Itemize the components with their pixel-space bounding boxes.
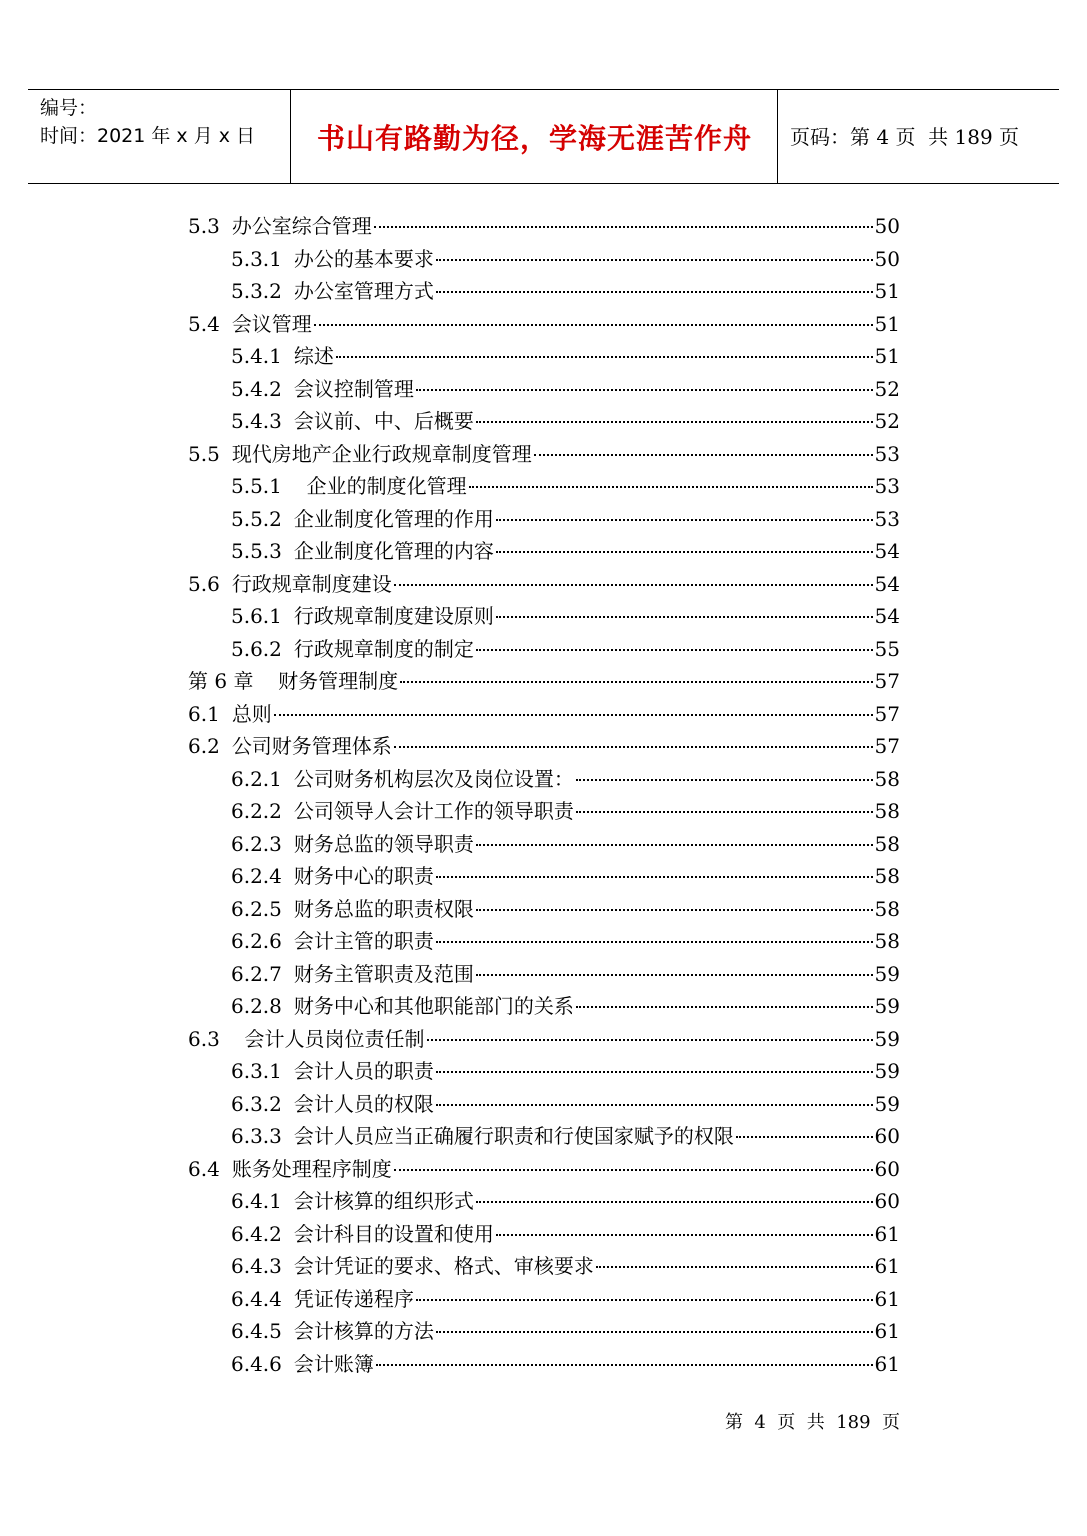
toc-dot-leader xyxy=(436,1104,873,1106)
toc-dot-leader xyxy=(436,1071,873,1073)
toc-entry-number: 6.4 xyxy=(188,1156,220,1181)
toc-entry-page: 61 xyxy=(874,1351,900,1376)
toc-dot-leader xyxy=(336,356,873,358)
document-number-label: 编号： xyxy=(40,97,98,119)
toc-entry-number: 6.4.3 xyxy=(231,1254,282,1278)
toc-entry-number: 5.6 xyxy=(188,571,220,596)
toc-entry-title: 行政规章制度建设原则 xyxy=(293,604,494,628)
toc-entry-number: 5.5.3 xyxy=(231,539,282,563)
toc-entry-number: 6.2.2 xyxy=(231,799,282,823)
toc-dot-leader xyxy=(394,746,873,748)
toc-entry-number: 5.4.3 xyxy=(231,409,282,433)
toc-dot-leader xyxy=(496,616,873,618)
toc-entry-title: 财务主管职责及范围 xyxy=(293,961,474,986)
toc-entry-page: 61 xyxy=(874,1286,900,1311)
toc-entry-number: 5.5.2 xyxy=(231,506,282,531)
toc-entry[interactable] xyxy=(188,763,900,796)
toc-entry-number: 6.3 xyxy=(188,1026,220,1051)
toc-dot-leader xyxy=(576,779,873,781)
toc-entry-title: 会计核算的组织形式 xyxy=(293,1189,474,1213)
toc-dot-leader xyxy=(476,909,873,911)
toc-entry-title: 会议管理 xyxy=(231,311,312,336)
toc-entry-page: 59 xyxy=(874,1059,900,1083)
toc-entry[interactable] xyxy=(188,925,900,958)
toc-entry[interactable] xyxy=(188,958,900,991)
toc-entry-number: 6.2.7 xyxy=(231,961,282,986)
toc-entry-page: 60 xyxy=(874,1189,900,1213)
toc-entry[interactable] xyxy=(188,1185,900,1218)
toc-entry-title: 办公室管理方式 xyxy=(293,279,434,303)
toc-entry-number: 5.4.2 xyxy=(231,376,282,401)
toc-entry-page: 60 xyxy=(874,1156,900,1181)
toc-entry-number: 6.3.3 xyxy=(231,1124,282,1148)
toc-entry-page: 54 xyxy=(874,539,900,563)
toc-entry[interactable] xyxy=(188,633,900,666)
toc-dot-leader xyxy=(436,941,873,943)
toc-dot-leader xyxy=(394,1169,873,1171)
toc-entry-page: 58 xyxy=(874,864,900,888)
toc-entry-title: 公司领导人会计工作的领导职责 xyxy=(293,799,574,823)
toc-entry[interactable] xyxy=(188,698,900,731)
toc-entry[interactable] xyxy=(188,795,900,828)
toc-entry-page: 52 xyxy=(874,409,900,433)
toc-entry[interactable] xyxy=(188,1348,900,1381)
toc-entry[interactable] xyxy=(188,210,900,243)
toc-entry-number: 6.2.3 xyxy=(231,831,282,856)
toc-entry[interactable] xyxy=(188,1315,900,1348)
toc-entry-title: 财务中心和其他职能部门的关系 xyxy=(293,994,574,1018)
toc-entry-title: 凭证传递程序 xyxy=(293,1286,414,1311)
toc-dot-leader xyxy=(476,421,873,423)
toc-entry[interactable] xyxy=(188,730,900,763)
toc-entry-number: 5.3.2 xyxy=(231,279,282,303)
page-header xyxy=(28,89,1059,184)
toc-dot-leader xyxy=(400,681,872,683)
toc-entry-title: 会计凭证的要求、格式、审核要求 xyxy=(293,1254,594,1278)
toc-entry-page: 58 xyxy=(874,799,900,823)
toc-dot-leader xyxy=(436,291,873,293)
toc-entry-title: 会计科目的设置和使用 xyxy=(293,1221,494,1246)
toc-entry-number: 6.3.1 xyxy=(231,1059,282,1083)
toc-entry[interactable] xyxy=(188,893,900,926)
toc-entry-page: 57 xyxy=(874,701,900,726)
toc-dot-leader xyxy=(436,259,873,261)
toc-entry[interactable] xyxy=(188,665,900,698)
toc-entry[interactable] xyxy=(188,470,900,503)
toc-entry[interactable] xyxy=(188,1055,900,1088)
toc-entry-number: 6.3.2 xyxy=(231,1091,282,1116)
toc-dot-leader xyxy=(274,714,873,716)
toc-entry-number: 5.3.1 xyxy=(231,246,282,271)
toc-dot-leader xyxy=(427,1039,873,1041)
toc-entry-page: 59 xyxy=(874,1026,900,1051)
toc-entry-title: 账务处理程序制度 xyxy=(231,1156,392,1181)
toc-entry-page: 58 xyxy=(874,831,900,856)
toc-entry-title: 会计人员的权限 xyxy=(293,1091,434,1116)
toc-dot-leader xyxy=(596,1266,873,1268)
toc-dot-leader xyxy=(394,584,873,586)
toc-dot-leader xyxy=(534,454,873,456)
toc-entry-title: 行政规章制度的制定 xyxy=(293,636,474,661)
toc-dot-leader xyxy=(736,1136,873,1138)
toc-entry-title: 财务总监的领导职责 xyxy=(293,831,474,856)
toc-entry-page: 55 xyxy=(874,636,900,661)
toc-entry[interactable] xyxy=(188,828,900,861)
toc-entry-title: 办公室综合管理 xyxy=(231,214,372,238)
toc-entry-number: 6.4.2 xyxy=(231,1221,282,1246)
toc-entry-page: 54 xyxy=(874,604,900,628)
toc-entry-page: 60 xyxy=(874,1124,900,1148)
toc-entry-page: 58 xyxy=(874,766,900,791)
toc-dot-leader xyxy=(476,649,873,651)
toc-entry-title: 企业制度化管理的内容 xyxy=(293,539,494,563)
toc-entry-page: 51 xyxy=(874,279,900,303)
toc-entry-number: 5.6.2 xyxy=(231,636,282,661)
toc-entry-title: 会计人员应当正确履行职责和行使国家赋予的权限 xyxy=(293,1124,734,1148)
toc-entry-page: 52 xyxy=(874,376,900,401)
toc-entry[interactable] xyxy=(188,990,900,1023)
toc-entry-page: 59 xyxy=(874,1091,900,1116)
toc-entry-number: 5.5.1 xyxy=(231,474,282,498)
toc-entry[interactable] xyxy=(188,1283,900,1316)
toc-entry[interactable] xyxy=(188,1218,900,1251)
toc-entry-page: 53 xyxy=(874,474,900,498)
toc-entry-title: 综述 xyxy=(293,344,334,368)
toc-entry-page: 61 xyxy=(874,1319,900,1343)
toc-dot-leader xyxy=(476,974,873,976)
toc-entry-number: 5.4.1 xyxy=(231,344,282,368)
toc-entry-title: 会计核算的方法 xyxy=(293,1319,434,1343)
toc-dot-leader xyxy=(496,519,873,521)
table-of-contents xyxy=(188,210,900,1380)
toc-entry-number: 5.4 xyxy=(188,311,220,336)
toc-entry-title: 会计人员的职责 xyxy=(293,1059,434,1083)
toc-entry-title: 会计主管的职责 xyxy=(293,929,434,953)
toc-entry-page: 58 xyxy=(874,929,900,953)
toc-dot-leader xyxy=(476,1201,873,1203)
toc-entry-number: 6.4.4 xyxy=(231,1286,282,1311)
toc-entry-number: 6.4.5 xyxy=(231,1319,282,1343)
header-divider xyxy=(777,90,778,183)
toc-entry-number: 6.2 xyxy=(188,734,220,758)
toc-dot-leader xyxy=(469,486,873,488)
toc-dot-leader xyxy=(576,811,873,813)
header-page-info: 页码：第 4 页 共 189 页 xyxy=(790,125,1020,149)
toc-dot-leader xyxy=(416,389,873,391)
toc-dot-leader xyxy=(374,226,873,228)
toc-entry-number: 6.2.6 xyxy=(231,929,282,953)
toc-entry-page: 53 xyxy=(874,441,900,466)
toc-entry-number: 6.2.4 xyxy=(231,864,282,888)
toc-dot-leader xyxy=(314,324,873,326)
toc-entry[interactable] xyxy=(188,308,900,341)
toc-entry[interactable] xyxy=(188,1023,900,1056)
toc-entry-page: 54 xyxy=(874,571,900,596)
toc-entry-number: 5.5 xyxy=(188,441,220,466)
toc-entry-page: 59 xyxy=(874,994,900,1018)
toc-entry[interactable] xyxy=(188,600,900,633)
toc-entry-number: 6.4.6 xyxy=(231,1351,282,1376)
toc-entry-title: 财务总监的职责权限 xyxy=(293,896,474,921)
toc-entry-page: 53 xyxy=(874,506,900,531)
toc-entry[interactable] xyxy=(188,860,900,893)
toc-entry-page: 59 xyxy=(874,961,900,986)
toc-entry-page: 50 xyxy=(874,214,900,238)
toc-entry[interactable] xyxy=(188,1088,900,1121)
toc-dot-leader xyxy=(496,1234,873,1236)
toc-entry-page: 51 xyxy=(874,344,900,368)
toc-entry[interactable] xyxy=(188,275,900,308)
toc-entry-title: 财务管理制度 xyxy=(265,669,399,693)
toc-entry-number: 5.6.1 xyxy=(231,604,282,628)
toc-entry[interactable] xyxy=(188,503,900,536)
toc-entry-page: 58 xyxy=(874,896,900,921)
toc-entry[interactable] xyxy=(188,438,900,471)
toc-entry-page: 61 xyxy=(874,1221,900,1246)
toc-entry[interactable] xyxy=(188,405,900,438)
toc-entry-title: 办公的基本要求 xyxy=(293,246,434,271)
toc-entry-number: 6.2.5 xyxy=(231,896,282,921)
header-meta xyxy=(40,94,255,150)
toc-dot-leader xyxy=(496,551,873,553)
toc-entry-number: 6.2.8 xyxy=(231,994,282,1018)
toc-entry[interactable] xyxy=(188,243,900,276)
toc-entry-page: 57 xyxy=(874,734,900,758)
toc-entry-number: 5.3 xyxy=(188,214,220,238)
toc-entry[interactable] xyxy=(188,373,900,406)
toc-entry[interactable] xyxy=(188,1153,900,1186)
toc-dot-leader xyxy=(376,1364,873,1366)
toc-entry-number: 6.2.1 xyxy=(231,766,282,791)
toc-entry-page: 57 xyxy=(874,669,900,693)
toc-entry-number: 6.1 xyxy=(188,701,220,726)
toc-entry-number: 第 6 章 xyxy=(188,669,254,693)
toc-entry-title: 企业的制度化管理 xyxy=(293,474,467,498)
toc-entry-number: 6.4.1 xyxy=(231,1189,282,1213)
toc-entry-title: 企业制度化管理的作用 xyxy=(293,506,494,531)
toc-entry-title: 会计人员岗位责任制 xyxy=(231,1026,425,1051)
toc-entry[interactable] xyxy=(188,1250,900,1283)
document-time-label: 时间：2021 年 x 月 x 日 xyxy=(40,125,256,147)
toc-dot-leader xyxy=(436,1331,873,1333)
toc-entry-title: 公司财务管理体系 xyxy=(231,734,392,758)
toc-entry-title: 会议控制管理 xyxy=(293,376,414,401)
toc-entry[interactable] xyxy=(188,1120,900,1153)
toc-entry[interactable] xyxy=(188,340,900,373)
toc-dot-leader xyxy=(576,1006,873,1008)
toc-entry-title: 会议前、中、后概要 xyxy=(293,409,474,433)
toc-entry-page: 51 xyxy=(874,311,900,336)
toc-dot-leader xyxy=(436,876,873,878)
toc-dot-leader xyxy=(416,1299,873,1301)
header-motto: 书山有路勤为径，学海无涯苦作舟 xyxy=(316,121,752,155)
toc-entry[interactable] xyxy=(188,568,900,601)
toc-entry-page: 50 xyxy=(874,246,900,271)
toc-entry-title: 总则 xyxy=(231,701,272,726)
toc-entry-title: 行政规章制度建设 xyxy=(231,571,392,596)
toc-entry-title: 财务中心的职责 xyxy=(293,864,434,888)
page-footer: 第 4 页 共 189 页 xyxy=(724,1412,900,1433)
toc-entry-title: 现代房地产企业行政规章制度管理 xyxy=(231,441,532,466)
toc-entry-title: 会计账簿 xyxy=(293,1351,374,1376)
toc-entry-page: 61 xyxy=(874,1254,900,1278)
toc-entry[interactable] xyxy=(188,535,900,568)
toc-dot-leader xyxy=(476,844,873,846)
toc-entry-title: 公司财务机构层次及岗位设置： xyxy=(293,766,574,791)
